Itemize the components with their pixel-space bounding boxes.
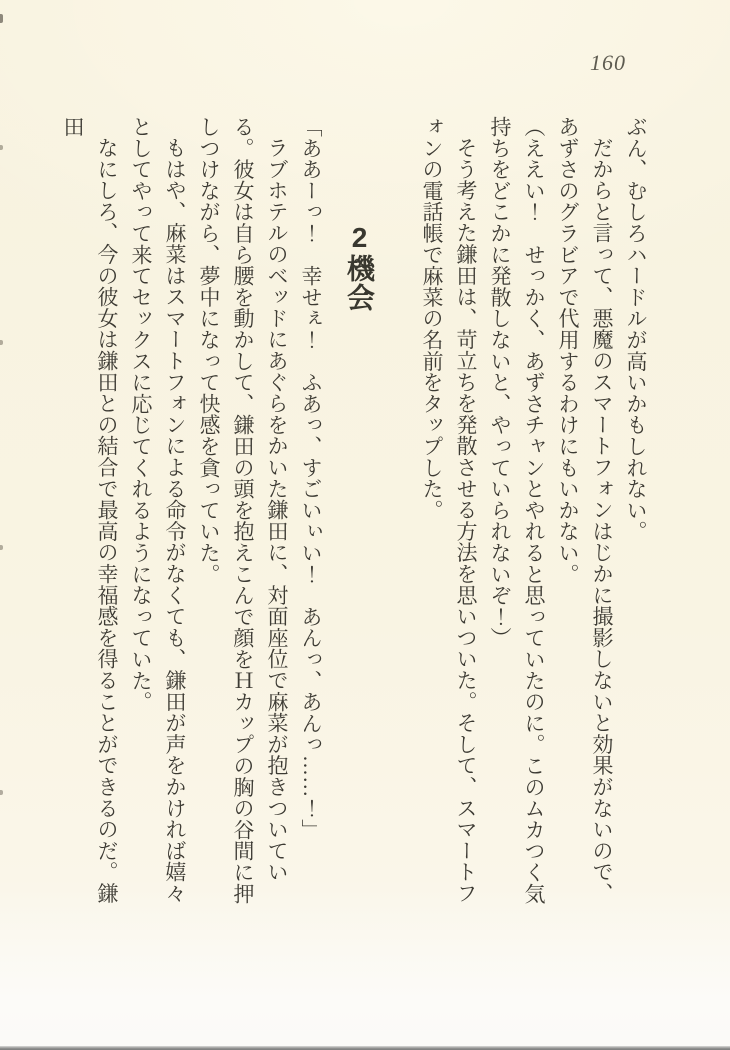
page-number: 160 [590,50,626,75]
scan-artifact [0,14,3,23]
paragraph: ラブホテルのベッドにあぐらをかいた鎌田に、対面座位で麻菜が抱きついている。彼女は自ら腰を動かして、鎌田の頭を抱えこんで顔をＨカップの胸の谷間に押しつけながら、夢中になって快感を貪っていた。 [197,116,289,905]
paragraph: （ええい！ せっかく、あずさチャンとやれると思っていたのに。このムカつく気持ちをどこかに発散しないと、やっていられないぞ！） [488,116,546,905]
section-heading [341,116,377,916]
paragraph: そう考えた鎌田は、苛立ちを発散させる方法を思いついた。そして、スマートフォンの電話帳で麻菜の名前をタップした。 [420,116,478,904]
paragraph: ぶん、むしろハードルが高いかもしれない。 [624,116,648,542]
paragraph: 「ああーっ！ 幸せぇ！ ふあっ、すごいぃい！ あんっ、あんっ……！」 [299,116,323,841]
paragraph: なにしろ、今の彼女は鎌田との結合で最高の幸福感を得ることができるのだ。鎌田 [61,116,119,904]
paragraph: もはや、麻菜はスマートフォンによる命令がなくても、鎌田が声をかければ嬉々としてやって来てセックスに応じてくれるようになっていた。 [129,116,187,904]
scan-artifact [0,340,3,345]
paragraph: だからと言って、悪魔のスマートフォンはじかに撮影しないと効果がないので、あずさのグラビアで代用するわけにもいかない。 [556,116,614,904]
scan-artifact [0,545,3,550]
chapter-number: 2 [344,222,375,254]
vertical-text-block [56,116,653,916]
scan-artifact [0,145,3,150]
page-bottom-edge [0,1046,730,1050]
scan-artifact [0,790,3,795]
chapter-title: 機会 [344,254,375,312]
